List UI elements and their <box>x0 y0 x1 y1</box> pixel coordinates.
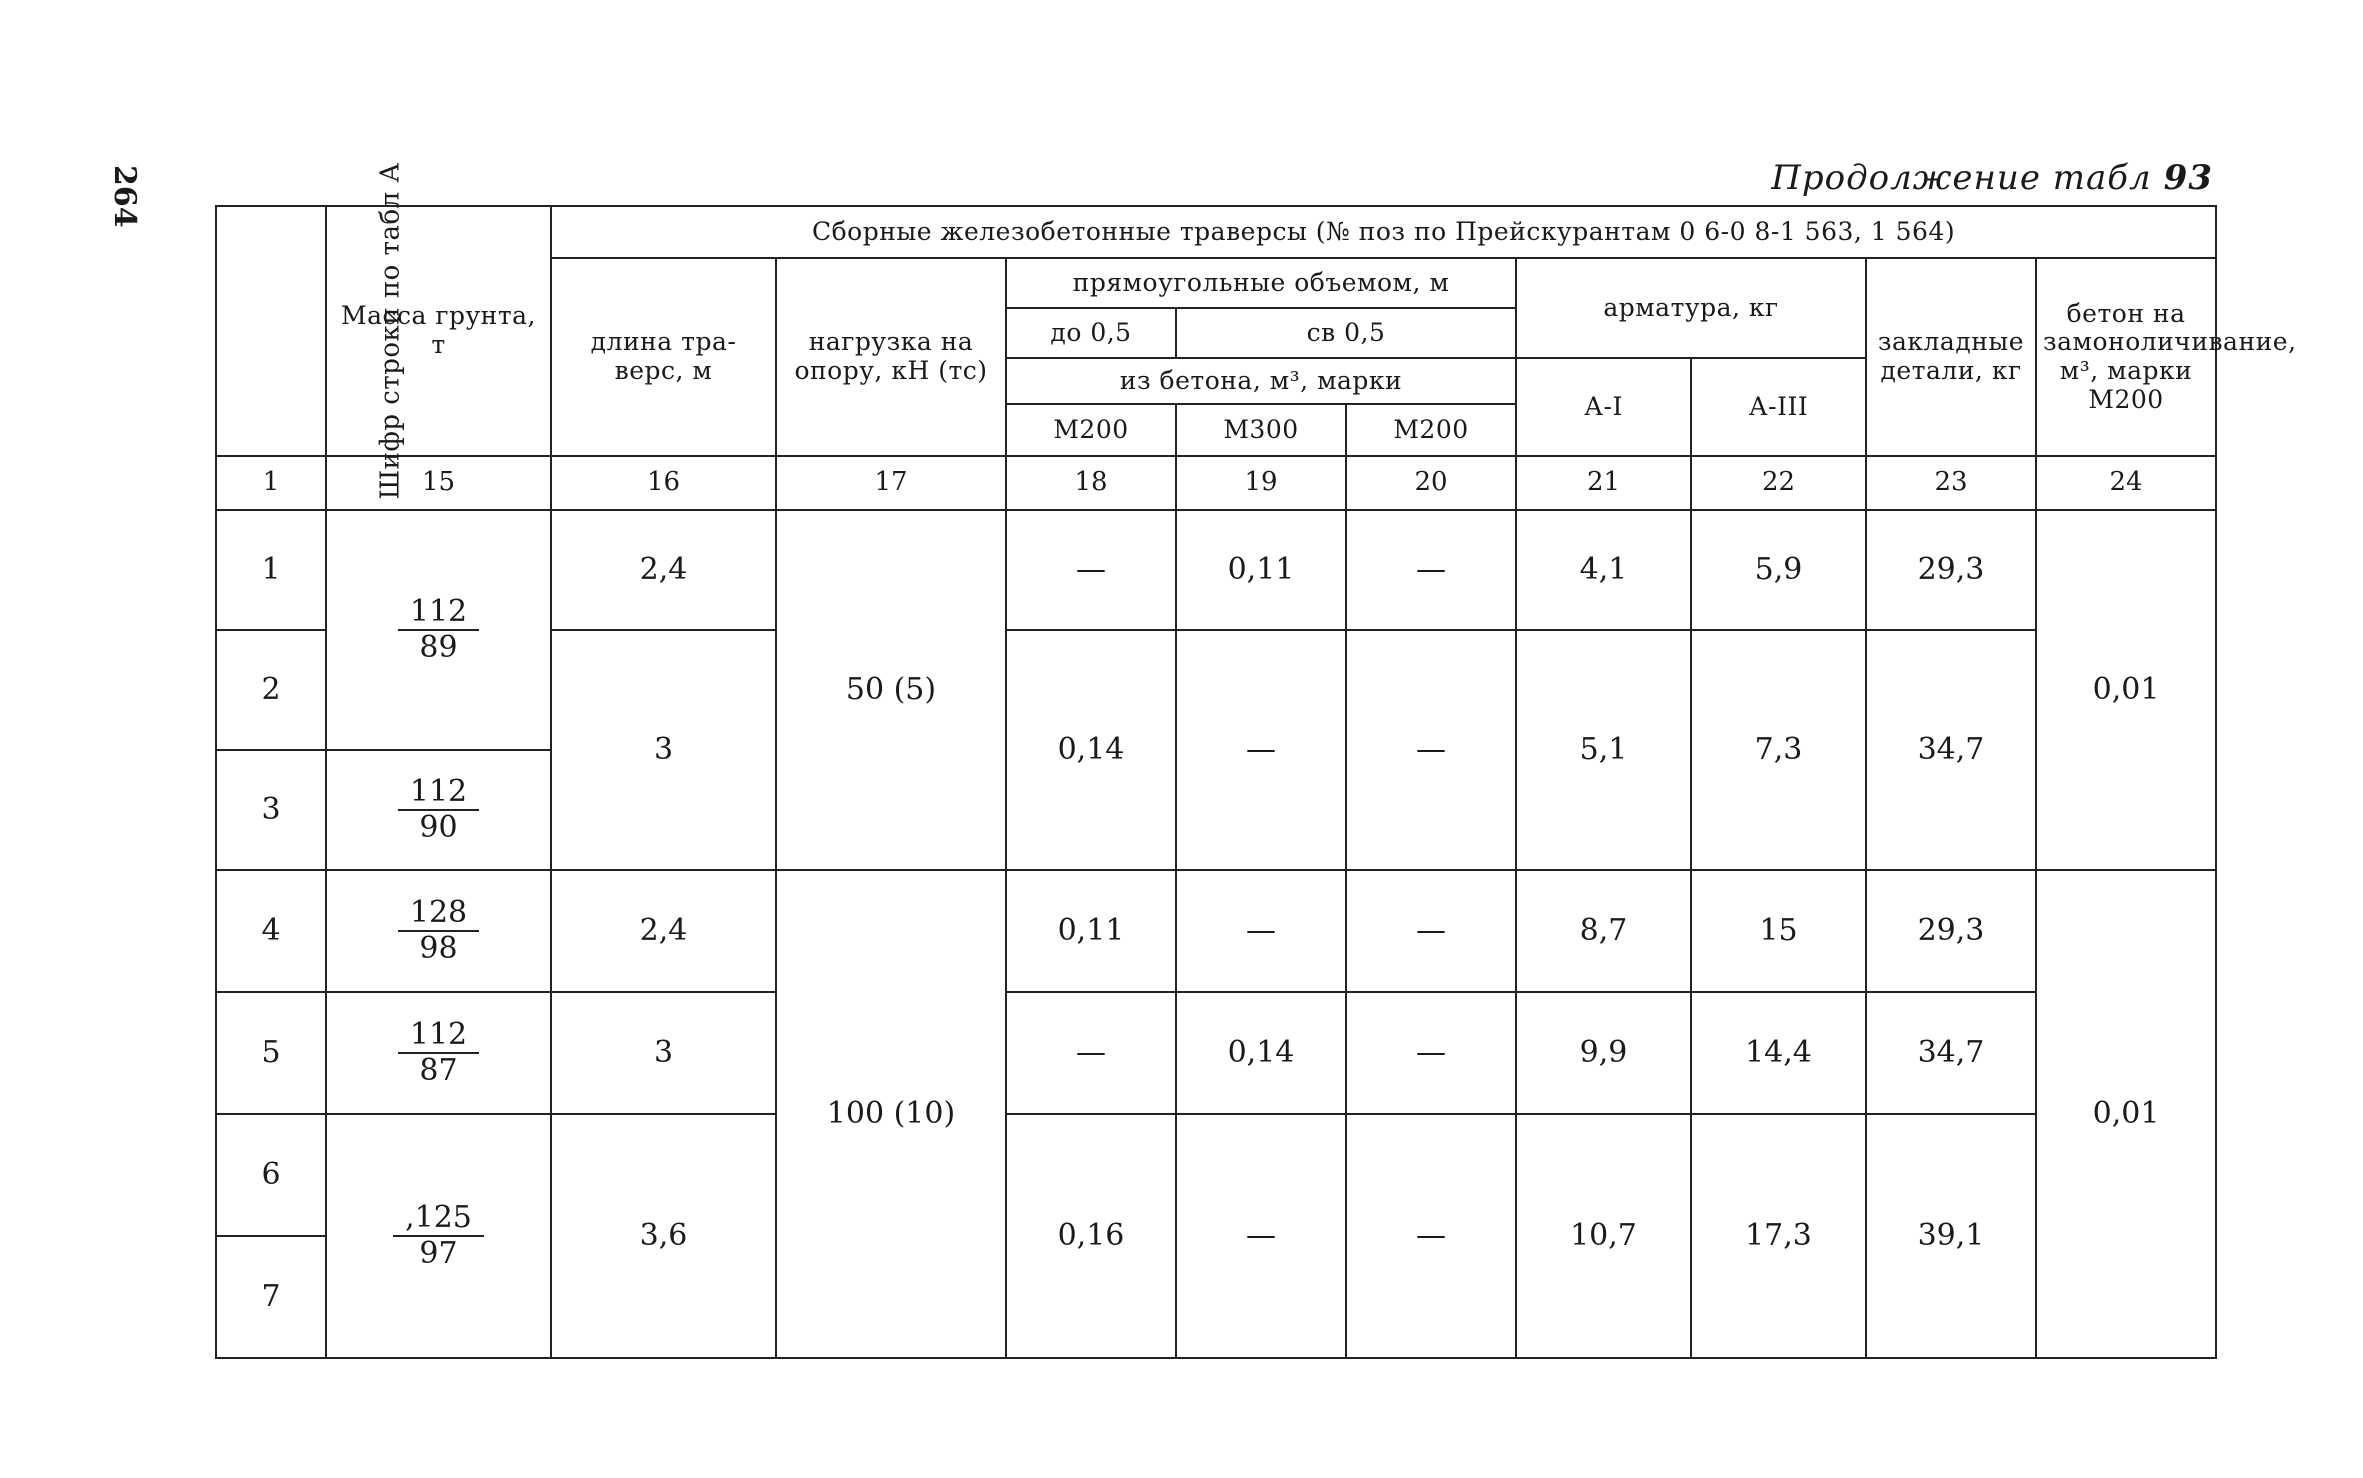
header-a3: А-III <box>1691 358 1866 456</box>
c19-cell: 0,14 <box>1176 992 1346 1114</box>
c20-cell: — <box>1346 1114 1516 1358</box>
mass-fraction <box>398 595 479 666</box>
colnum-24: 24 <box>2036 456 2216 510</box>
colnum-23: 23 <box>1866 456 2036 510</box>
mass-denominator: 90 <box>419 810 458 845</box>
c20-cell: — <box>1346 870 1516 992</box>
load-cell: 100 (10) <box>776 870 1006 1358</box>
header-length: длина тра-верс, м <box>551 258 776 456</box>
mass-denominator: 89 <box>419 630 458 665</box>
a3-cell: 5,9 <box>1691 510 1866 630</box>
header-cipher-text: Шифр строки по табл А <box>375 162 406 500</box>
c19-cell: — <box>1176 630 1346 870</box>
mass-fraction <box>398 896 479 967</box>
c18-cell: 0,11 <box>1006 870 1176 992</box>
mass-numerator: 112 <box>398 1018 479 1055</box>
c20-cell: — <box>1346 630 1516 870</box>
monolith-cell: 0,01 <box>2036 870 2216 1358</box>
length-cell: 3 <box>551 630 776 870</box>
colnum-16: 16 <box>551 456 776 510</box>
page-number: 264 <box>107 165 142 228</box>
header-cipher <box>216 162 406 500</box>
mass-cell <box>326 750 551 870</box>
mass-denominator: 87 <box>419 1053 458 1088</box>
row-cipher: 3 <box>216 750 326 870</box>
row-cipher: 6 <box>216 1114 326 1236</box>
a1-cell: 8,7 <box>1516 870 1691 992</box>
a3-cell: 17,3 <box>1691 1114 1866 1358</box>
load-cell: 50 (5) <box>776 510 1006 870</box>
embedded-cell: 34,7 <box>1866 630 2036 870</box>
c19-cell: — <box>1176 1114 1346 1358</box>
table-row <box>216 992 2216 1114</box>
row-cipher: 5 <box>216 992 326 1114</box>
colnum-18: 18 <box>1006 456 1176 510</box>
header-rect-volume: прямоугольные объемом, м <box>1006 258 1516 308</box>
c20-cell: — <box>1346 992 1516 1114</box>
a1-cell: 10,7 <box>1516 1114 1691 1358</box>
caption-text: Продолжение табл <box>1771 158 2152 198</box>
colnum-19: 19 <box>1176 456 1346 510</box>
mass-numerator: 112 <box>398 595 479 632</box>
mass-cell <box>326 510 551 750</box>
header-m200-a: М200 <box>1006 404 1176 456</box>
c18-cell: — <box>1006 510 1176 630</box>
mass-fraction <box>393 1201 484 1272</box>
colnum-22: 22 <box>1691 456 1866 510</box>
mass-numerator: 128 <box>398 896 479 933</box>
mass-fraction <box>398 775 479 846</box>
header-embedded: закладные детали, кг <box>1866 258 2036 456</box>
colnum-15: 15 <box>326 456 551 510</box>
header-m300: М300 <box>1176 404 1346 456</box>
mass-cell <box>326 992 551 1114</box>
mass-numerator: 112 <box>398 775 479 812</box>
table-row <box>216 870 2216 992</box>
header-load: нагрузка на опору, кН (тс) <box>776 258 1006 456</box>
header-mass: Масса грунта, т <box>326 206 551 456</box>
c18-cell: 0,14 <box>1006 630 1176 870</box>
length-cell: 2,4 <box>551 510 776 630</box>
header-rebar: арматура, кг <box>1516 258 1866 358</box>
mass-denominator: 98 <box>419 931 458 966</box>
mass-cell <box>326 1114 551 1358</box>
a3-cell: 7,3 <box>1691 630 1866 870</box>
a3-cell: 15 <box>1691 870 1866 992</box>
row-cipher: 4 <box>216 870 326 992</box>
a1-cell: 5,1 <box>1516 630 1691 870</box>
mass-numerator: ,125 <box>393 1201 484 1238</box>
caption-number: 93 <box>2163 158 2213 198</box>
header-a1: А-I <box>1516 358 1691 456</box>
length-cell: 3 <box>551 992 776 1114</box>
embedded-cell: 29,3 <box>1866 510 2036 630</box>
table-row <box>216 1114 2216 1236</box>
colnum-21: 21 <box>1516 456 1691 510</box>
header-group-title: Сборные железобетонные траверсы (№ поз по Прейскурантам 0 6-0 8-1 563, 1 564) <box>551 206 2216 258</box>
header-m200-b: М200 <box>1346 404 1516 456</box>
length-cell: 3,6 <box>551 1114 776 1358</box>
colnum-17: 17 <box>776 456 1006 510</box>
colnum-20: 20 <box>1346 456 1516 510</box>
header-over-05: св 0,5 <box>1176 308 1516 358</box>
mass-cell <box>326 870 551 992</box>
a3-cell: 14,4 <box>1691 992 1866 1114</box>
monolith-cell: 0,01 <box>2036 510 2216 870</box>
row-cipher: 2 <box>216 630 326 750</box>
header-concrete-marks: из бетона, м³, марки <box>1006 358 1516 404</box>
table-row <box>216 510 2216 630</box>
embedded-cell: 39,1 <box>1866 1114 2036 1358</box>
header-to-05: до 0,5 <box>1006 308 1176 358</box>
row-cipher: 1 <box>216 510 326 630</box>
table-caption <box>1771 158 2213 198</box>
header-monolith: бетон на замоноличивание, м³, марки М200 <box>2036 258 2216 456</box>
mass-fraction <box>398 1018 479 1089</box>
c19-cell: 0,11 <box>1176 510 1346 630</box>
mass-denominator: 97 <box>419 1236 458 1271</box>
c18-cell: — <box>1006 992 1176 1114</box>
a1-cell: 9,9 <box>1516 992 1691 1114</box>
column-number-row <box>216 456 2216 510</box>
embedded-cell: 29,3 <box>1866 870 2036 992</box>
c18-cell: 0,16 <box>1006 1114 1176 1358</box>
header-row-1 <box>216 206 2216 258</box>
row-cipher: 7 <box>216 1236 326 1358</box>
c19-cell: — <box>1176 870 1346 992</box>
c20-cell: — <box>1346 510 1516 630</box>
embedded-cell: 34,7 <box>1866 992 2036 1114</box>
colnum-1: 1 <box>216 456 326 510</box>
a1-cell: 4,1 <box>1516 510 1691 630</box>
length-cell: 2,4 <box>551 870 776 992</box>
